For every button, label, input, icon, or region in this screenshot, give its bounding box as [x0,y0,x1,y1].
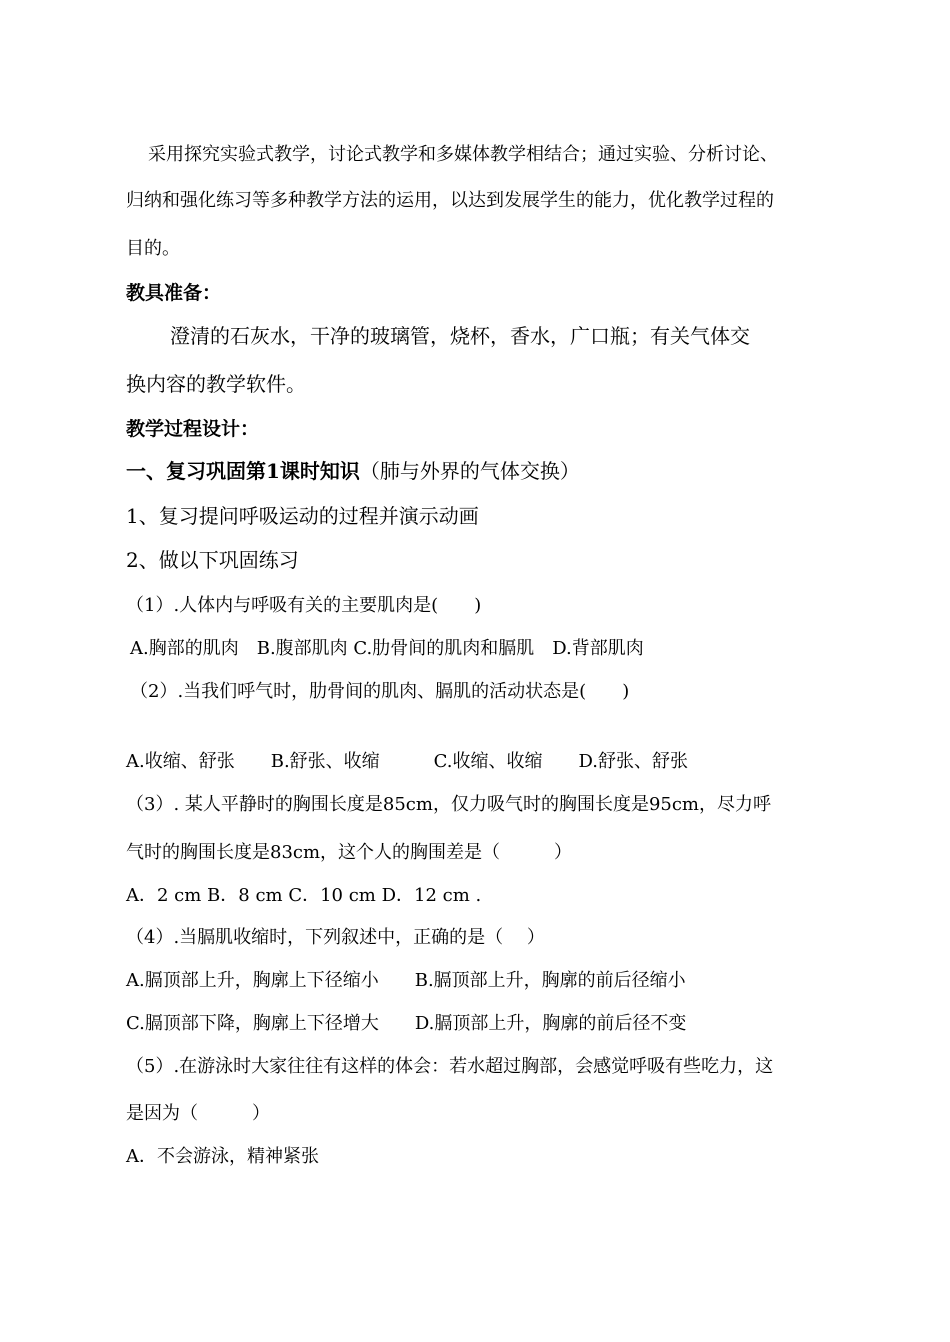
equipment-heading: 教具准备： [126,282,222,304]
intro-line-1: 采用探究实验式教学，讨论式教学和多媒体教学相结合；通过实验、分析讨论、 [148,144,778,165]
section1-item-1: 1、复习提问呼吸运动的过程并演示动画 [126,504,479,528]
section1-item-2: 2、做以下巩固练习 [126,548,299,572]
intro-line-2: 归纳和强化练习等多种教学方法的运用，以达到发展学生的能力，优化教学过程的 [126,190,774,211]
question-1-stem: （1）.人体内与呼吸有关的主要肌肉是( ) [126,595,482,616]
equipment-line-1: 澄清的石灰水，干净的玻璃管，烧杯，香水，广口瓶；有关气体交 [170,324,750,348]
question-4-options-line-2: C.膈顶部下降，胸廓上下径增大 D.膈顶部上升，胸廓的前后径不变 [126,1013,687,1034]
equipment-line-2: 换内容的教学软件。 [126,372,306,396]
question-5-stem-line-1: （5）.在游泳时大家往往有这样的体会：若水超过胸部，会感觉呼吸有些吃力，这 [126,1056,774,1077]
question-2-options: A.收缩、舒张 B.舒张、收缩 C.收缩、收缩 D.舒张、舒张 [126,751,689,772]
question-3-options: A．2 cm B．8 cm C．10 cm D．12 cm . [126,885,482,906]
section1-heading-note: （肺与外界的气体交换） [359,459,580,483]
question-5-options: A．不会游泳，精神紧张 [126,1146,319,1167]
question-3-stem-line-1: （3）. 某人平静时的胸围长度是85cm，仅力吸气时的胸围长度是95cm，尽力呼 [126,794,771,815]
question-2-stem: （2）.当我们呼气时，肋骨间的肌肉、膈肌的活动状态是( ) [130,681,630,702]
section1-heading [126,461,580,481]
question-4-stem: （4）.当膈肌收缩时，下列叙述中，正确的是（ ） [126,927,545,948]
process-heading: 教学过程设计： [126,418,260,440]
question-5-stem-line-2: 是因为（ ） [126,1103,270,1124]
intro-line-3: 目的。 [126,238,180,259]
question-1-options: A.胸部的肌肉 B.腹部肌肉 C.肋骨间的肌肉和膈肌 D.背部肌肉 [130,638,644,659]
question-4-options-line-1: A.膈顶部上升，胸廓上下径缩小 B.膈顶部上升，胸廓的前后径缩小 [126,970,686,991]
section1-heading-title: 一、复习巩固第1课时知识 [126,459,360,483]
question-3-stem-line-2: 气时的胸围长度是83cm，这个人的胸围差是（ ） [126,842,573,863]
